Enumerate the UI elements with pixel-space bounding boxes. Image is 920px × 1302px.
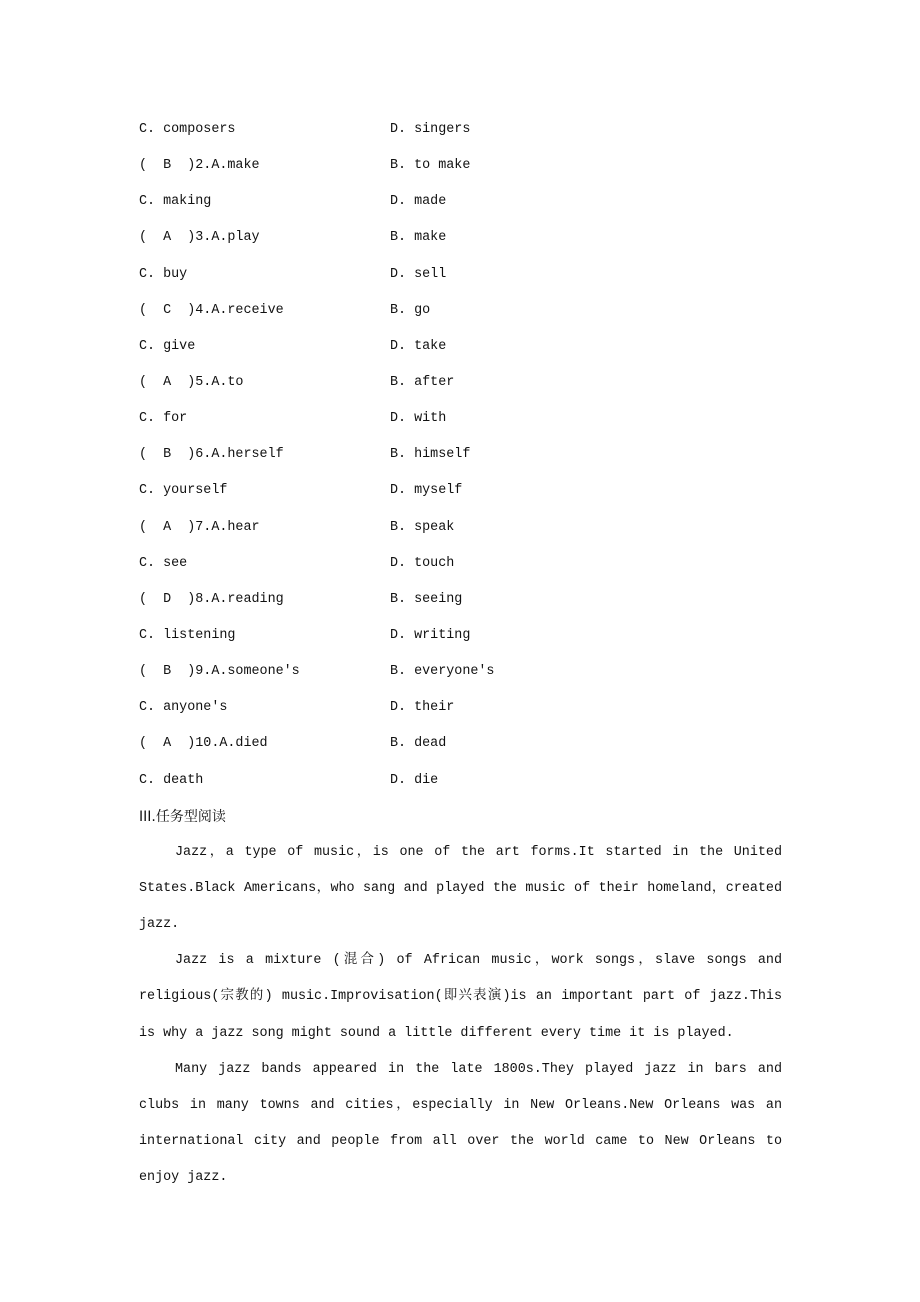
option-left: ( B )2.A.make (139, 158, 260, 174)
option-left: C. yourself (139, 483, 228, 499)
option-left: ( B )6.A.herself (139, 447, 284, 463)
option-right: B. to make (390, 158, 471, 174)
paragraph: Jazz，a type of music，is one of the art forms.It started in the United States.Black Americans，who sang and played the music of their homeland，created jazz. (139, 844, 782, 933)
option-row (139, 763, 782, 799)
option-right: B. seeing (390, 591, 463, 607)
option-right: D. take (390, 338, 447, 354)
option-right: B. make (390, 230, 447, 246)
reading-passage (139, 835, 782, 1197)
section-heading: III.任务型阅读 (139, 808, 226, 825)
option-right: B. after (390, 374, 455, 390)
option-right: D. myself (390, 483, 463, 499)
option-left: C. anyone's (139, 700, 228, 716)
option-right: D. made (390, 194, 447, 210)
option-left: ( A )3.A.play (139, 230, 260, 246)
option-right: B. go (390, 302, 431, 318)
option-row (139, 401, 782, 437)
option-row (139, 220, 782, 256)
option-row (139, 726, 782, 762)
option-right: B. everyone's (390, 664, 495, 680)
option-row (139, 148, 782, 184)
paragraph: Jazz is a mixture (混合) of African music，work songs，slave songs and religious(宗教的) music.Improvisation(即兴表演)is an important part of jazz.This is why a jazz song might sound a little different every time it is played. (139, 953, 782, 1041)
option-left: C. listening (139, 627, 236, 643)
option-row (139, 546, 782, 582)
option-left: ( C )4.A.receive (139, 302, 284, 318)
option-row (139, 112, 782, 148)
option-row (139, 654, 782, 690)
option-row (139, 329, 782, 365)
option-right: B. dead (390, 736, 447, 752)
option-left: ( A )10.A.died (139, 736, 268, 752)
option-left: C. for (139, 411, 188, 427)
paragraph: Many jazz bands appeared in the late 1800s.They played jazz in bars and clubs in many towns and cities，especially in New Orleans.New Orleans was an international city and people from all over the world came to New Orleans to enjoy jazz. (139, 1061, 782, 1186)
options-list (139, 112, 782, 799)
option-row (139, 184, 782, 220)
option-row (139, 510, 782, 546)
document-page (139, 112, 782, 1196)
option-left: C. buy (139, 266, 188, 282)
option-row (139, 473, 782, 509)
option-right: D. writing (390, 627, 471, 643)
option-right: B. speak (390, 519, 455, 535)
option-row (139, 618, 782, 654)
option-left: ( A )5.A.to (139, 374, 244, 390)
option-left: C. see (139, 555, 188, 571)
option-row (139, 293, 782, 329)
option-right: D. singers (390, 122, 471, 137)
option-row (139, 582, 782, 618)
option-left: C. give (139, 338, 196, 354)
option-row (139, 437, 782, 473)
option-right: D. touch (390, 555, 455, 571)
option-row (139, 257, 782, 293)
option-row (139, 365, 782, 401)
option-left: ( A )7.A.hear (139, 519, 260, 535)
option-left: C. composers (139, 122, 236, 137)
option-right: D. sell (390, 266, 447, 282)
option-left: C. death (139, 772, 204, 788)
option-right: B. himself (390, 447, 471, 463)
option-right: D. their (390, 700, 455, 716)
option-left: ( D )8.A.reading (139, 591, 284, 607)
option-left: ( B )9.A.someone's (139, 664, 300, 680)
option-right: D. with (390, 411, 447, 427)
option-left: C. making (139, 194, 212, 210)
option-row (139, 690, 782, 726)
option-right: D. die (390, 772, 439, 788)
